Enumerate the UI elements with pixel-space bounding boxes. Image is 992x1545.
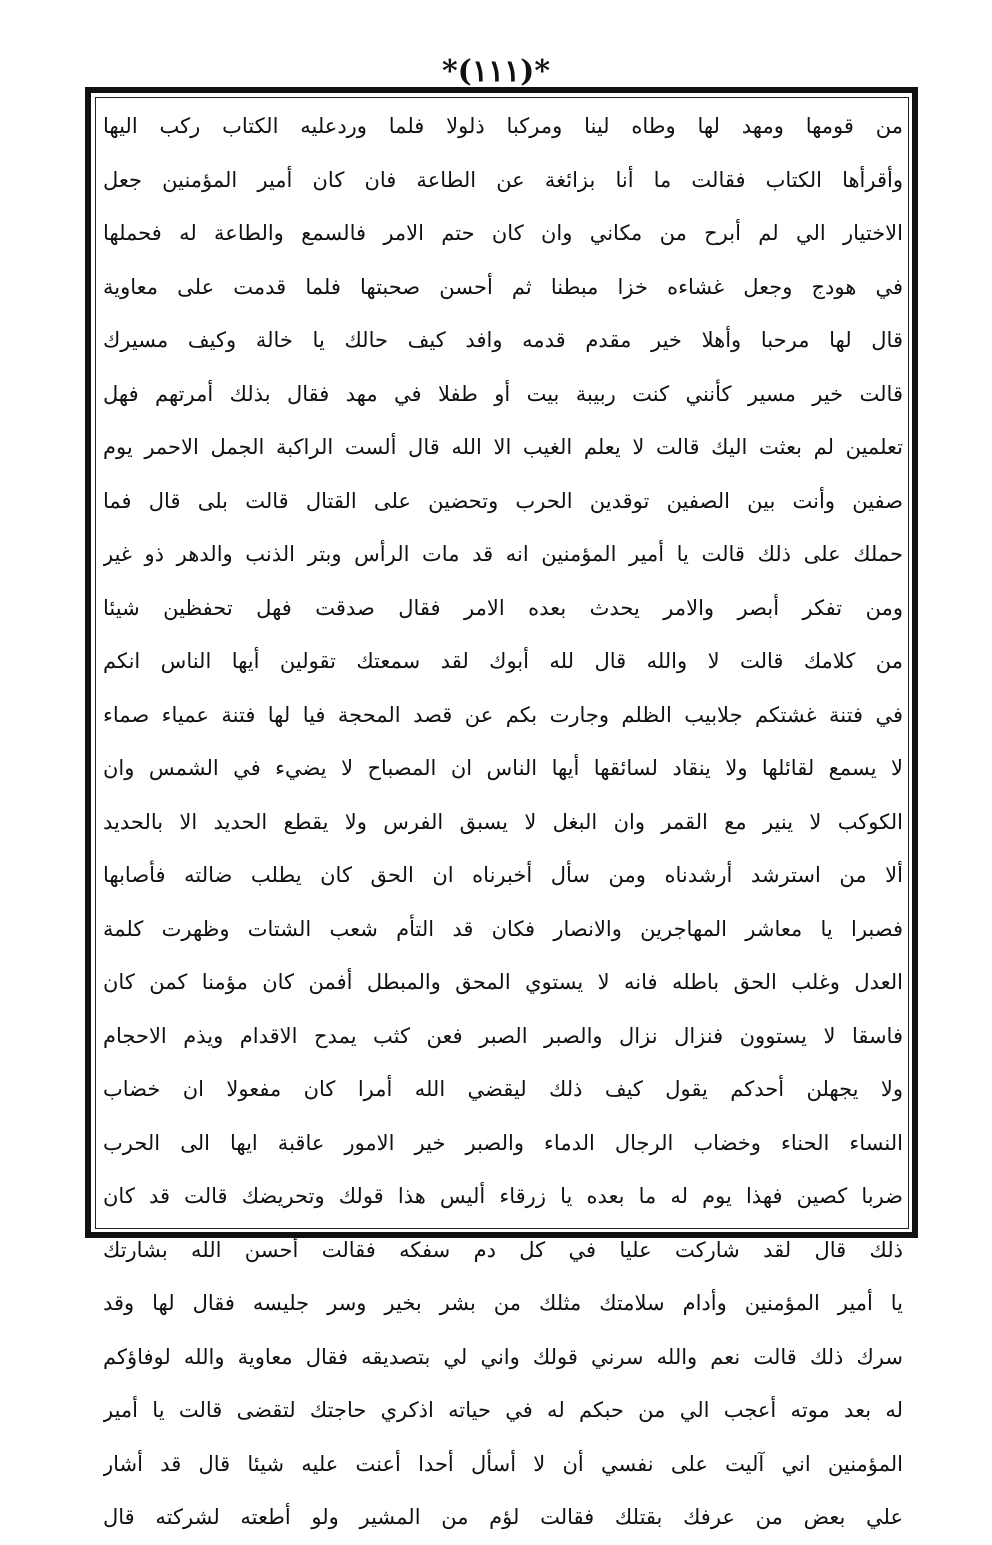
text-line: وأقرأها الكتاب فقالت ما أنا بزائغة عن الطاعة فان كان أمير المؤمنين جعل [103,167,903,192]
text-line: العدل وغلب الحق باطله فانه لا يستوي المحق والمبطل أفمن كان مؤمنا كمن كان [103,970,903,994]
text-line: تعلمين لم بعثت اليك قالت لا يعلم الغيب الا الله قال ألست الراكبة الجمل الاحمر يوم [103,435,903,459]
page-number: *(١١١)* [441,54,551,89]
text-line: قالت خير مسير كأنني كنت ربيبة بيت أو طفلا في مهد فقال بذلك أمرتهم فهل [103,381,903,406]
text-line: المؤمنين اني آليت على نفسي أن لا أسأل أحدا أعنت عليه شيئا قال قد أشار [103,1451,903,1476]
text-line: الاختيار الي لم أبرح من مكاني وان كان حتم الامر فالسمع والطاعة له فحملها [103,221,903,245]
text-line: ومن تفكر أبصر والامر يحدث بعده الامر فقال صدقت فهل تحفظين شيئا [103,595,903,620]
body-text [103,100,903,1529]
text-line: علي بعض من عرفك بقتلك فقالت لؤم من المشير ولو أطعته لشركته قال [103,1505,903,1529]
text-line: ولا يجهلن أحدكم يقول كيف ذلك ليقضي الله أمرا كان مفعولا ان خضاب [103,1077,903,1101]
text-line: من قومها ومهد لها وطاه لينا ومركبا ذلولا فلما وردعليه الكتاب ركب اليها [103,114,903,138]
text-line: في هودج وجعل غشاءه خزا مبطنا ثم أحسن صحبتها فلما قدمت على معاوية [103,274,903,299]
text-line: النساء الحناء وخضاب الرجال الدماء والصبر خير الامور عاقبة ايها الى الحرب [103,1130,903,1155]
text-line: قال لها مرحبا وأهلا خير مقدم قدمه وافد كيف حالك يا خالة وكيف مسيرك [103,328,903,352]
text-line: في فتنة غشتكم جلابيب الظلم وجارت بكم عن قصد المحجة فيا لها فتنة عمياء صماء [103,702,903,727]
text-line: يا أمير المؤمنين وأدام سلامتك مثلك من بشر بخير وسر جليسه فقال لها وقد [103,1291,903,1315]
text-line: حملك على ذلك قالت يا أمير المؤمنين انه قد مات الرأس وبتر الذنب والدهر ذو غير [103,542,903,566]
text-line: سرك ذلك قالت نعم والله سرني قولك واني لي بتصديقه فقال معاوية والله لوفاؤكم [103,1344,903,1369]
text-line: فاسقا لا يستوون فنزال نزال والصبر الصبر فعن كثب يمدح الاقدام ويذم الاحجام [103,1023,903,1048]
text-line: ذلك قال لقد شاركت عليا في كل دم سفكه فقالت أحسن الله بشارتك [103,1237,903,1262]
text-line: الكوكب لا ينير مع القمر وان البغل لا يسبق الفرس ولا يقطع الحديد الا بالحديد [103,809,903,834]
text-line: لا يسمع لقائلها ولا ينقاد لسائقها أيها الناس ان المصباح لا يضيء في الشمس وان [103,756,903,780]
text-line: له بعد موته أعجب الي من حبكم له في حياته اذكري حاجتك لتقضى قالت يا أمير [103,1398,903,1422]
text-line: صفين وأنت بين الصفين توقدين الحرب وتحضين على القتال قالت بلى قال فما [103,488,903,513]
text-line: من كلامك قالت لا والله قال لله أبوك لقد سمعتك تقولين أيها الناس انكم [103,649,903,673]
text-line: فصبرا يا معاشر المهاجرين والانصار فكان قد التأم شعب الشتات وظهرت كلمة [103,916,903,941]
text-line: ضربا كصين فهذا يوم له ما بعده يا زرقاء أليس هذا قولك وتحريضك قالت قد كان [103,1184,903,1208]
text-line: ألا من استرشد أرشدناه ومن سأل أخبرناه ان الحق كان يطلب ضالته فأصابها [103,863,903,887]
